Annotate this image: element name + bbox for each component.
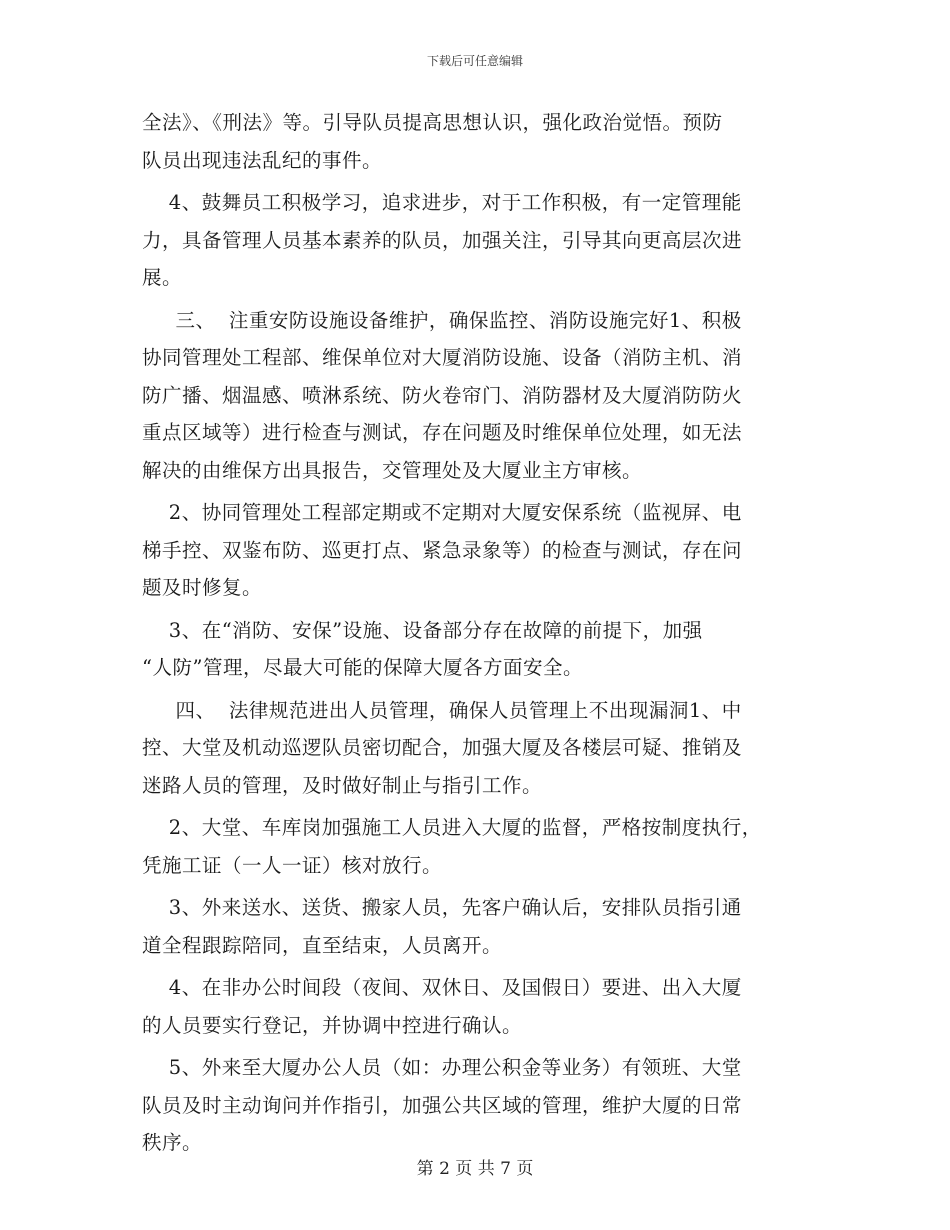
page-header: 下载后可任意编辑 bbox=[426, 54, 523, 68]
paragraph: 全法》、《刑法》等。引导队员提高思想认识，强化政治觉悟。预防 队员出现违法乱纪的事件。 bbox=[142, 111, 723, 172]
paragraph: 5、外来至大厦办公人员（如：办理公积金等业务）有领班、大堂 队员及时主动询问并作指引，加强公共区域的管理，维护大厦的日常 秩序。 bbox=[142, 1056, 743, 1154]
paragraph: 3、在“消防、安保”设施、设备部分存在故障的前提下，加强 “人防”管理，尽最大可能的保障大厦各方面安全。 bbox=[142, 618, 703, 679]
paragraph: 4、鼓舞员工积极学习，追求进步，对于工作积极，有一定管理能 力，具备管理人员基本素养的队员，加强关注，引导其向更高层次进 展。 bbox=[142, 191, 743, 289]
page-number: 第 2 页 共 7 页 bbox=[416, 1159, 534, 1179]
paragraph: 2、大堂、车库岗加强施工人员进入大厦的监督，严格按制度执行， 凭施工证（一人一证）核对放行。 bbox=[142, 816, 762, 877]
section-heading-paragraph: 三、 注重安防设施设备维护，确保监控、消防设施完好1、积极 协同管理处工程部、维保单位对大厦消防设施、设备（消防主机、消 防广播、烟温感、喷淋系统、防火卷帘门、消防器材及大厦消防防火 重点区域等）进行检查与测试，存在问题及时维保单位处理，如无法 解决的由维保方出具报告，交管理处及大厦业主方审核。 bbox=[142, 308, 743, 482]
section-heading-paragraph: 四、 法律规范进出人员管理，确保人员管理上不出现漏洞1、中 控、大堂及机动巡逻队员密切配合，加强大厦及各楼层可疑、推销及 迷路人员的管理，及时做好制止与指引工作。 bbox=[142, 698, 743, 797]
paragraph: 2、协同管理处工程部定期或不定期对大厦安保系统（监视屏、电 梯手控、双鉴布防、巡更打点、紧急录象等）的检查与测试，存在问 题及时修复。 bbox=[142, 501, 743, 599]
document-body bbox=[142, 104, 822, 1167]
paragraph: 4、在非办公时间段（夜间、双休日、及国假日）要进、出入大厦 的人员要实行登记，并协调中控进行确认。 bbox=[142, 976, 742, 1037]
paragraph: 3、外来送水、送货、搬家人员，先客户确认后，安排队员指引通 道全程跟踪陪同，直至结束，人员离开。 bbox=[142, 896, 742, 957]
